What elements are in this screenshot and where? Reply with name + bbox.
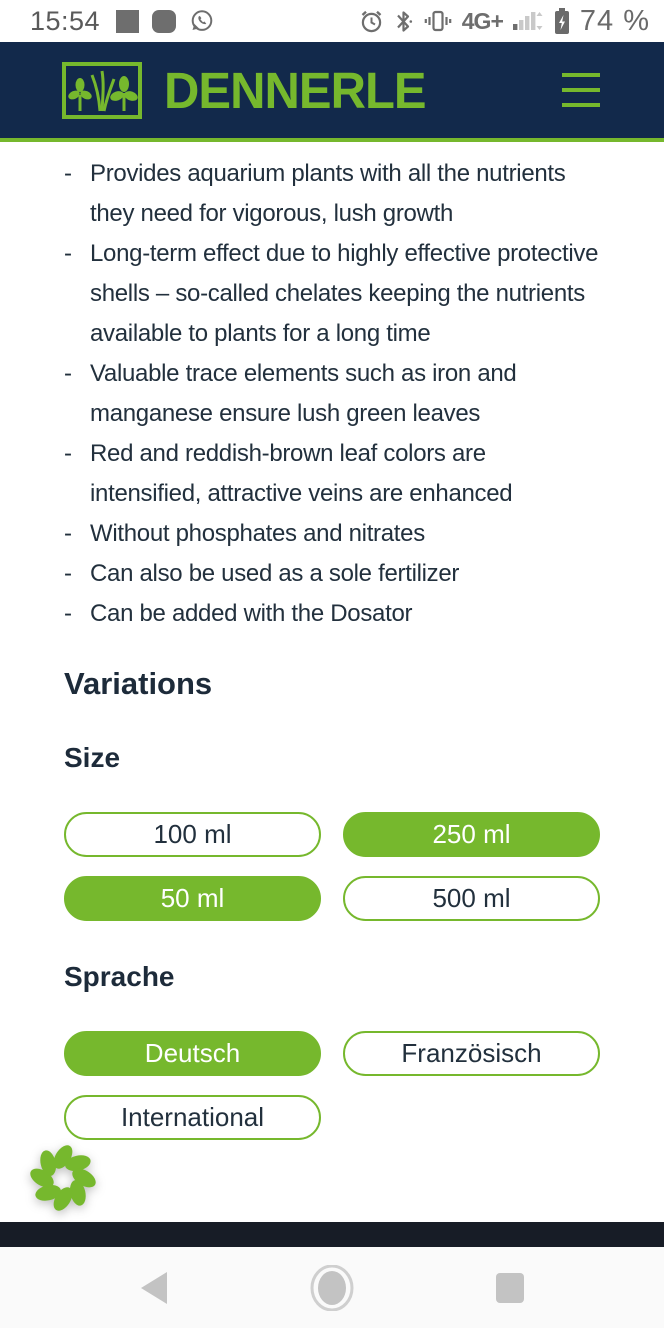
- list-item: [64, 354, 600, 434]
- battery-percent-label: 74 %: [579, 4, 650, 37]
- size-option-250ml[interactable]: 250 ml: [343, 812, 600, 857]
- size-option-50ml[interactable]: 50 ml: [64, 876, 321, 921]
- dennerle-plants-logo-icon[interactable]: [62, 62, 142, 119]
- list-item: [64, 434, 600, 514]
- list-item-text: Provides aquarium plants with all the nutrients they need for vigorous, lush growth: [90, 160, 566, 227]
- hamburger-line: [562, 73, 600, 77]
- bullet-dash: [64, 434, 90, 514]
- whatsapp-icon: [189, 8, 215, 34]
- product-description: [0, 142, 664, 1222]
- size-heading: Size: [64, 742, 121, 773]
- size-options: [64, 812, 600, 921]
- leaf-ring-spinner-icon[interactable]: [29, 1144, 97, 1212]
- signal-icon: [512, 8, 544, 34]
- logo-plants-graphic: [66, 69, 138, 115]
- language-heading: Sprache: [64, 961, 175, 992]
- brand-wordmark[interactable]: DENNERLE: [164, 61, 426, 119]
- android-nav-bar: [0, 1247, 664, 1328]
- system-status-icons: [358, 5, 650, 38]
- list-item: [64, 154, 600, 234]
- square-notification-icon: [116, 10, 139, 33]
- status-bar: [0, 0, 664, 42]
- list-item: [64, 514, 600, 554]
- rounded-square-notification-icon: [152, 10, 176, 33]
- app-header: [0, 42, 664, 142]
- hamburger-line: [562, 103, 600, 107]
- size-option-100ml[interactable]: 100 ml: [64, 812, 321, 857]
- home-circle: [309, 1265, 355, 1311]
- vibrate-icon: [423, 8, 453, 34]
- list-item-text: Can also be used as a sole fertilizer: [90, 560, 460, 587]
- recents-square: [496, 1273, 524, 1303]
- list-item: [64, 234, 600, 354]
- battery-charging-icon: [553, 6, 571, 36]
- language-options: [64, 1031, 600, 1140]
- language-option-franzoesisch[interactable]: Französisch: [343, 1031, 600, 1076]
- list-item-text: Can be added with the Dosator: [90, 600, 413, 627]
- bottom-dark-strip: [0, 1222, 664, 1247]
- list-item-text: Long-term effect due to highly effective protective shells – so-called chelates keeping the nutrients available to plants for a long time: [90, 240, 599, 347]
- bullet-dash: [64, 594, 90, 634]
- network-type-label: 4G+: [461, 7, 503, 34]
- bullet-dash: [64, 234, 90, 354]
- list-item: [64, 554, 600, 594]
- language-option-deutsch[interactable]: Deutsch: [64, 1031, 321, 1076]
- bullet-dash: [64, 554, 90, 594]
- list-item-text: Valuable trace elements such as iron and manganese ensure lush green leaves: [90, 360, 517, 427]
- variations-heading: Variations: [64, 666, 213, 701]
- feature-list: [64, 154, 600, 634]
- back-triangle: [141, 1272, 167, 1304]
- list-item: [64, 594, 600, 634]
- bluetooth-icon: [394, 8, 414, 35]
- notification-icons: [116, 8, 215, 34]
- home-icon[interactable]: [308, 1264, 356, 1312]
- list-item-text: Red and reddish-brown leaf colors are intensified, attractive veins are enhanced: [90, 440, 513, 507]
- list-item-text: Without phosphates and nitrates: [90, 520, 425, 547]
- recents-icon[interactable]: [486, 1264, 534, 1312]
- bullet-dash: [64, 354, 90, 434]
- bullet-dash: [64, 514, 90, 554]
- bullet-dash: [64, 154, 90, 234]
- back-icon[interactable]: [130, 1264, 178, 1312]
- clock-text: 15:54: [30, 5, 101, 36]
- hamburger-line: [562, 88, 600, 92]
- hamburger-menu-icon[interactable]: [562, 73, 600, 107]
- alarm-icon: [358, 8, 385, 35]
- language-option-international[interactable]: International: [64, 1095, 321, 1140]
- size-option-500ml[interactable]: 500 ml: [343, 876, 600, 921]
